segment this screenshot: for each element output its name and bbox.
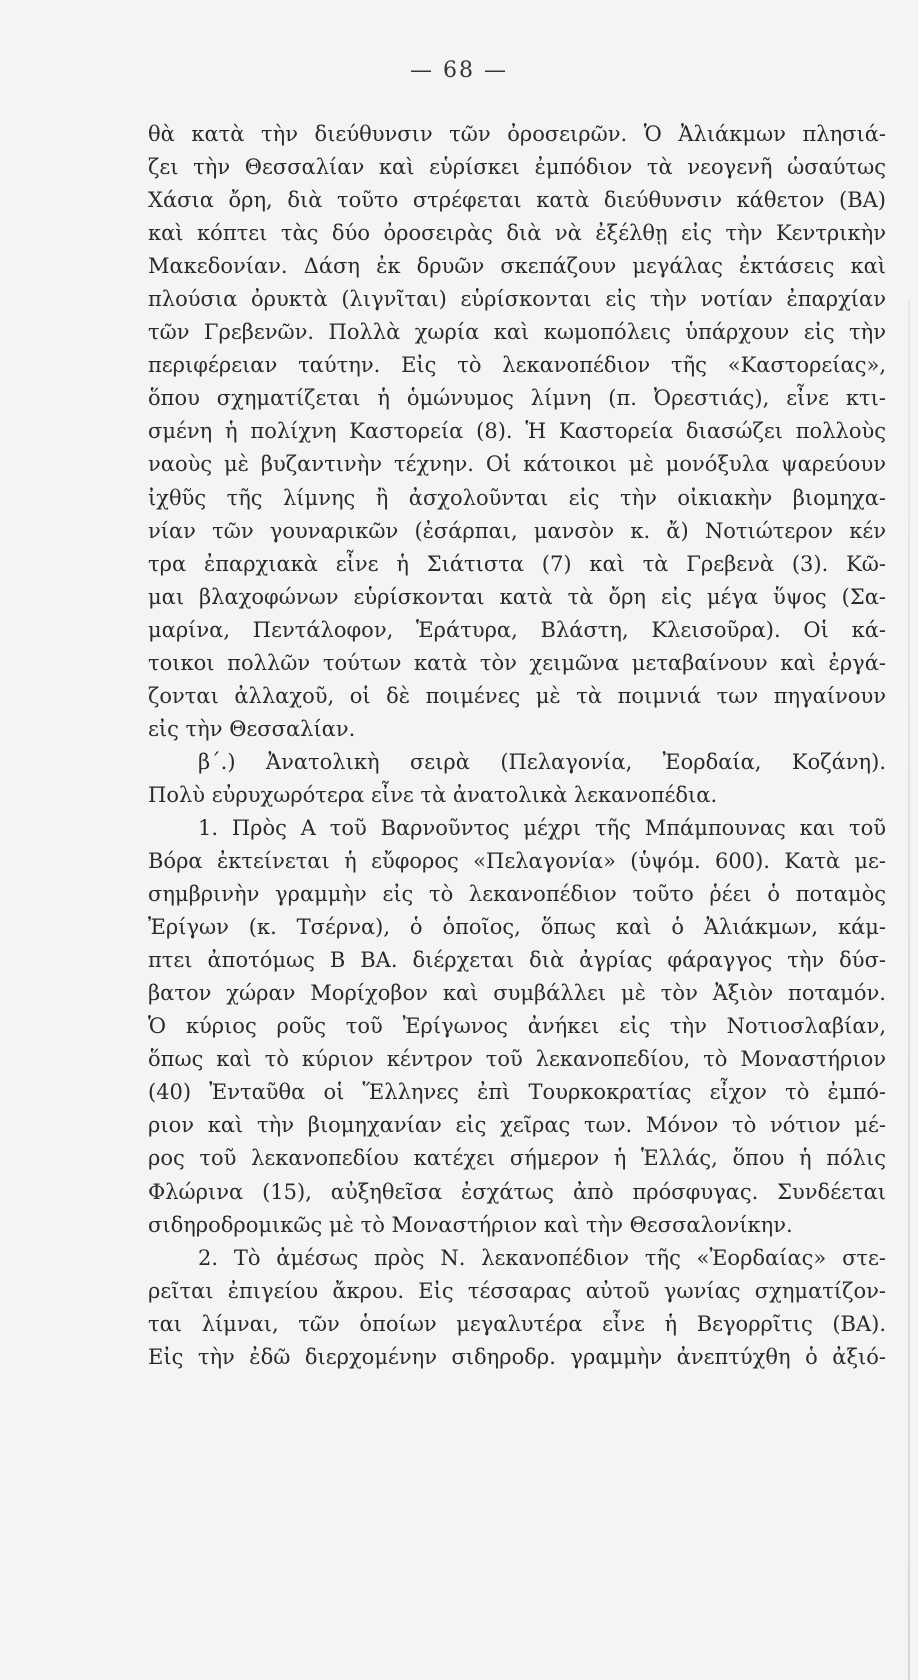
- text-line: ὅπως καὶ τὸ κύριον κέντρον τοῦ λεκανοπεδίου, τὸ Μοναστήριον: [148, 1047, 886, 1072]
- text-line: ριον καὶ τὴν βιομηχανίαν εἰς χεῖρας των. Μόνον τὸ νότιον μέ-: [148, 1113, 886, 1138]
- text-line: ἰχθῦς τῆς λίμνης ἢ ἀσχολοῦνται εἰς τὴν οἰκιακὴν βιομηχα-: [148, 485, 886, 510]
- body-text: [148, 118, 886, 1374]
- text-line: περιφέρειαν ταύτην. Εἰς τὸ λεκανοπέδιον τῆς «Καστορείας»,: [148, 353, 886, 378]
- page-edge-shadow: [908, 300, 910, 1680]
- text-line: Πολὺ εὐρυχωρότερα εἶνε τὰ ἀνατολικὰ λεκανοπέδια.: [148, 782, 718, 807]
- text-line: καὶ κόπτει τὰς δύο ὀροσειρὰς διὰ νὰ ἐξέλθῃ εἰς τὴν Κεντρικὴν: [148, 221, 886, 246]
- text-line: πλούσια ὀρυκτὰ (λιγνῖται) εὑρίσκονται εἰς τὴν νοτίαν ἐπαρχίαν: [148, 287, 886, 312]
- text-line: ται λίμναι, τῶν ὁποίων μεγαλυτέρα εἶνε ἡ Βεγορρῖτις (ΒΑ).: [148, 1311, 886, 1336]
- text-line: Βόρα ἐκτείνεται ἡ εὔφορος «Πελαγονία» (ὑψόμ. 600). Κατὰ με-: [148, 849, 886, 874]
- text-line: Χάσια ὄρη, διὰ τοῦτο στρέφεται κατὰ διεύθυνσιν κάθετον (ΒΑ): [148, 188, 886, 213]
- text-line: ζονται ἀλλαχοῦ, οἱ δὲ ποιμένες μὲ τὰ ποιμνιά των πηγαίνουν: [148, 683, 886, 708]
- text-line: σιδηροδρομικῶς μὲ τὸ Μοναστήριον καὶ τὴν Θεσσαλονίκην.: [148, 1212, 793, 1237]
- text-line: πτει ἀποτόμως Β ΒΑ. διέρχεται διὰ ἀγρίας φάραγγος τὴν δύσ-: [148, 948, 886, 973]
- text-line: ὅπου σχηματίζεται ἡ ὁμώνυμος λίμνη (π. Ὀρεστιάς), εἶνε κτι-: [148, 386, 886, 411]
- section-heading-line: β΄.) Ἀνατολικὴ σειρὰ (Πελαγονία, Ἐορδαία, Κοζάνη).: [198, 749, 886, 774]
- text-line: βατον χώραν Μορίχοβον καὶ συμβάλλει μὲ τὸν Ἀξιὸν ποταμόν.: [148, 981, 886, 1006]
- text-line: τρα ἐπαρχιακὰ εἶνε ἡ Σιάτιστα (7) καὶ τὰ Γρεβενὰ (3). Κῶ-: [148, 551, 886, 576]
- text-line: μαι βλαχοφώνων εὑρίσκονται κατὰ τὰ ὄρη εἰς μέγα ὕψος (Σα-: [148, 584, 886, 609]
- text-line: ναοὺς μὲ βυζαντινὴν τέχνην. Οἱ κάτοικοι μὲ μονόξυλα ψαρεύουν: [148, 452, 886, 477]
- text-line: ρεῖται ἐπιγείου ἄκρου. Εἰς τέσσαρας αὐτοῦ γωνίας σχηματίζον-: [148, 1278, 886, 1303]
- text-line: σμένη ἡ πολίχνη Καστορεία (8). Ἡ Καστορεία διασώζει πολλοὺς: [148, 419, 886, 444]
- text-line: σημβρινὴν γραμμὴν εἰς τὸ λεκανοπέδιον τοῦτο ῥέει ὁ ποταμὸς: [148, 882, 886, 907]
- text-line: νίαν τῶν γουναρικῶν (ἐσάρπαι, μανσὸν κ. ἄ) Νοτιώτερον κέν: [148, 518, 886, 543]
- text-line: 2. Τὸ ἀμέσως πρὸς Ν. λεκανοπέδιον τῆς «Ἐορδαίας» στε-: [198, 1245, 886, 1270]
- text-line: Φλώρινα (15), αὐξηθεῖσα ἐσχάτως ἀπὸ πρόσφυγας. Συνδέεται: [148, 1179, 886, 1204]
- text-line: Ἐρίγων (κ. Τσέρνα), ὁ ὁποῖος, ὅπως καὶ ὁ Ἀλιάκμων, κάμ-: [148, 915, 886, 940]
- text-line: Μακεδονίαν. Δάση ἐκ δρυῶν σκεπάζουν μεγάλας ἐκτάσεις καὶ: [148, 254, 886, 279]
- page-number: — 68 —: [410, 58, 508, 83]
- text-line: εἰς τὴν Θεσσαλίαν.: [148, 716, 356, 741]
- text-line: 1. Πρὸς Α τοῦ Βαρνοῦντος μέχρι τῆς Μπάμπουνας και τοῦ: [198, 815, 886, 840]
- text-line: τῶν Γρεβενῶν. Πολλὰ χωρία καὶ κωμοπόλεις ὑπάρχουν εἰς τὴν: [148, 320, 886, 345]
- text-line: ζει τὴν Θεσσαλίαν καὶ εὑρίσκει ἐμπόδιον τὰ νεογενῆ ὡσαύτως: [148, 155, 886, 180]
- text-line: Ὁ κύριος ροῦς τοῦ Ἐρίγωνος ἀνήκει εἰς τὴν Νοτιοσλαβίαν,: [148, 1014, 886, 1039]
- text-line: τοικοι πολλῶν τούτων κατὰ τὸν χειμῶνα μεταβαίνουν καὶ ἐργά-: [148, 650, 886, 675]
- text-line: ρος τοῦ λεκανοπεδίου κατέχει σήμερον ἡ Ἑλλάς, ὅπου ἡ πόλις: [148, 1146, 886, 1171]
- text-line: μαρίνα, Πεντάλοφον, Ἑράτυρα, Βλάστη, Κλεισοῦρα). Οἱ κά-: [148, 617, 886, 642]
- text-line: θὰ κατὰ τὴν διεύθυνσιν τῶν ὀροσειρῶν. Ὁ Ἀλιάκμων πλησιά-: [148, 122, 886, 146]
- text-line: Εἰς τὴν ἐδῶ διερχομένην σιδηροδρ. γραμμὴν ἀνεπτύχθη ὁ ἀξιό-: [148, 1344, 886, 1369]
- text-line: (40) Ἐνταῦθα οἱ Ἕλληνες ἐπὶ Τουρκοκρατίας εἶχον τὸ ἐμπό-: [148, 1080, 886, 1105]
